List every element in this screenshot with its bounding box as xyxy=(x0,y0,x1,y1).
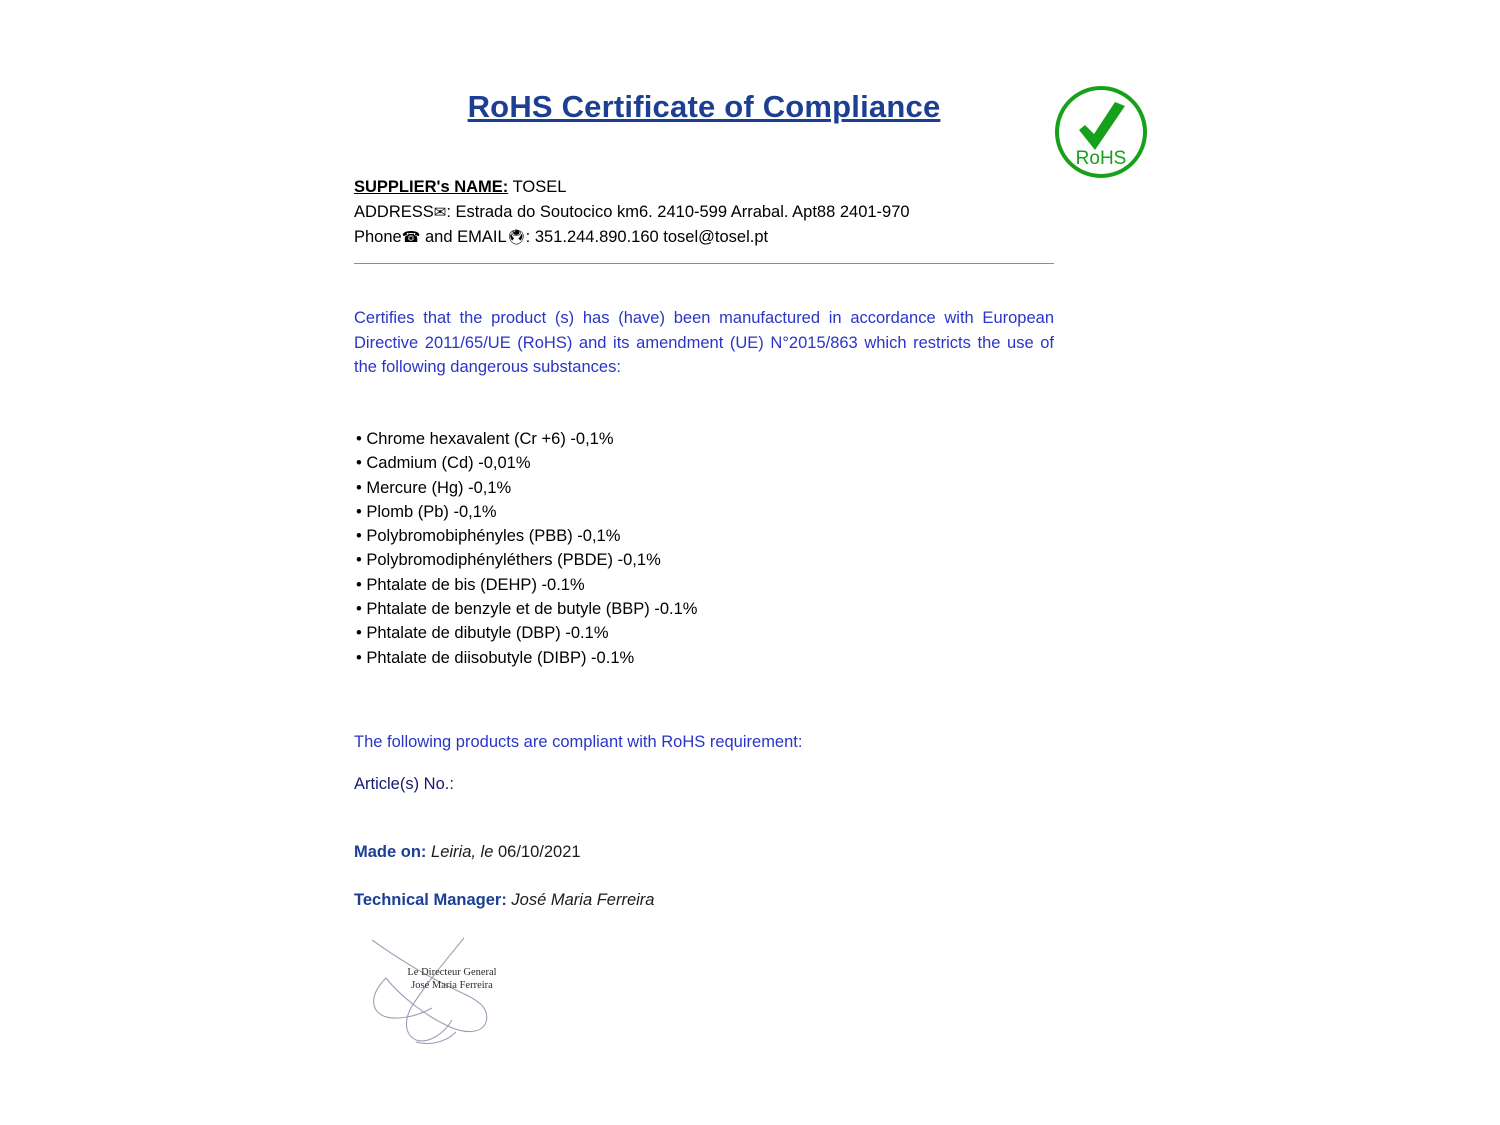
list-item: • Polybromobiphényles (PBB) -0,1% xyxy=(356,527,621,546)
email-label: and EMAIL xyxy=(420,228,507,246)
envelope-icon: ✉ xyxy=(433,203,447,221)
signature-line-2: José Maria Ferreira xyxy=(411,980,493,991)
divider xyxy=(354,263,1054,264)
supplier-name-line xyxy=(354,175,1074,200)
supplier-name-label: SUPPLIER's NAME: xyxy=(354,178,509,196)
certifies-paragraph: Certifies that the product (s) has (have) been manufactured in accordance with European Directive 2011/65/UE (RoHS) and its amendment (UE) N°2015/863 which restricts the use of the following dangerous substances: xyxy=(354,309,1054,376)
compliance-note: The following products are compliant with RoHS requirement: xyxy=(354,733,803,751)
list-item: • Cadmium (Cd) -0,01% xyxy=(356,454,531,473)
supplier-address-label: ADDRESS xyxy=(354,203,434,221)
made-on-line xyxy=(354,843,581,862)
list-item: • Plomb (Pb) -0,1% xyxy=(356,502,497,521)
svg-text:RoHS: RoHS xyxy=(1075,148,1127,169)
technical-manager-label: Technical Manager: xyxy=(354,891,507,909)
phone-label: Phone xyxy=(354,228,402,246)
supplier-contact-line xyxy=(354,225,1074,250)
list-item: • Phtalate de dibutyle (DBP) -0.1% xyxy=(356,624,609,643)
signature-caption xyxy=(392,966,512,992)
signature-line-1: Le Directeur General xyxy=(407,967,497,978)
list-item: • Phtalate de benzyle et de butyle (BBP) -0.1% xyxy=(356,600,698,619)
page-title: RoHS Certificate of Compliance xyxy=(467,89,941,124)
telephone-icon: ☎ xyxy=(401,228,421,246)
made-on-label: Made on: xyxy=(354,843,427,861)
supplier-name-value: TOSEL xyxy=(512,178,567,196)
made-on-date: 06/10/2021 xyxy=(497,843,581,861)
made-on-place: Leiria, le xyxy=(431,843,494,861)
list-item: • Polybromodiphényléthers (PBDE) -0,1% xyxy=(356,551,661,570)
articles-label: Article(s) No.: xyxy=(354,775,454,793)
list-item: • Phtalate de bis (DEHP) -0.1% xyxy=(356,575,585,594)
list-item: • Chrome hexavalent (Cr +6) -0,1% xyxy=(356,430,614,448)
list-item: • Mercure (Hg) -0,1% xyxy=(356,478,512,497)
supplier-contact-value: : 351.244.890.160 tosel@tosel.pt xyxy=(525,228,769,246)
technical-manager-name: José Maria Ferreira xyxy=(511,891,655,909)
list-item: • Phtalate de diisobutyle (DIBP) -0.1% xyxy=(356,648,635,667)
supplier-address-line xyxy=(354,200,1074,225)
supplier-address-value: : Estrada do Soutocico km6. 2410-599 Arrabal. Apt88 2401-970 xyxy=(446,203,910,221)
restricted-substances-list xyxy=(356,427,1056,670)
technical-manager-line xyxy=(354,891,654,910)
computer-icon: 🖲 xyxy=(506,228,526,246)
supplier-info xyxy=(354,175,1074,250)
rohs-seal xyxy=(1053,84,1149,180)
